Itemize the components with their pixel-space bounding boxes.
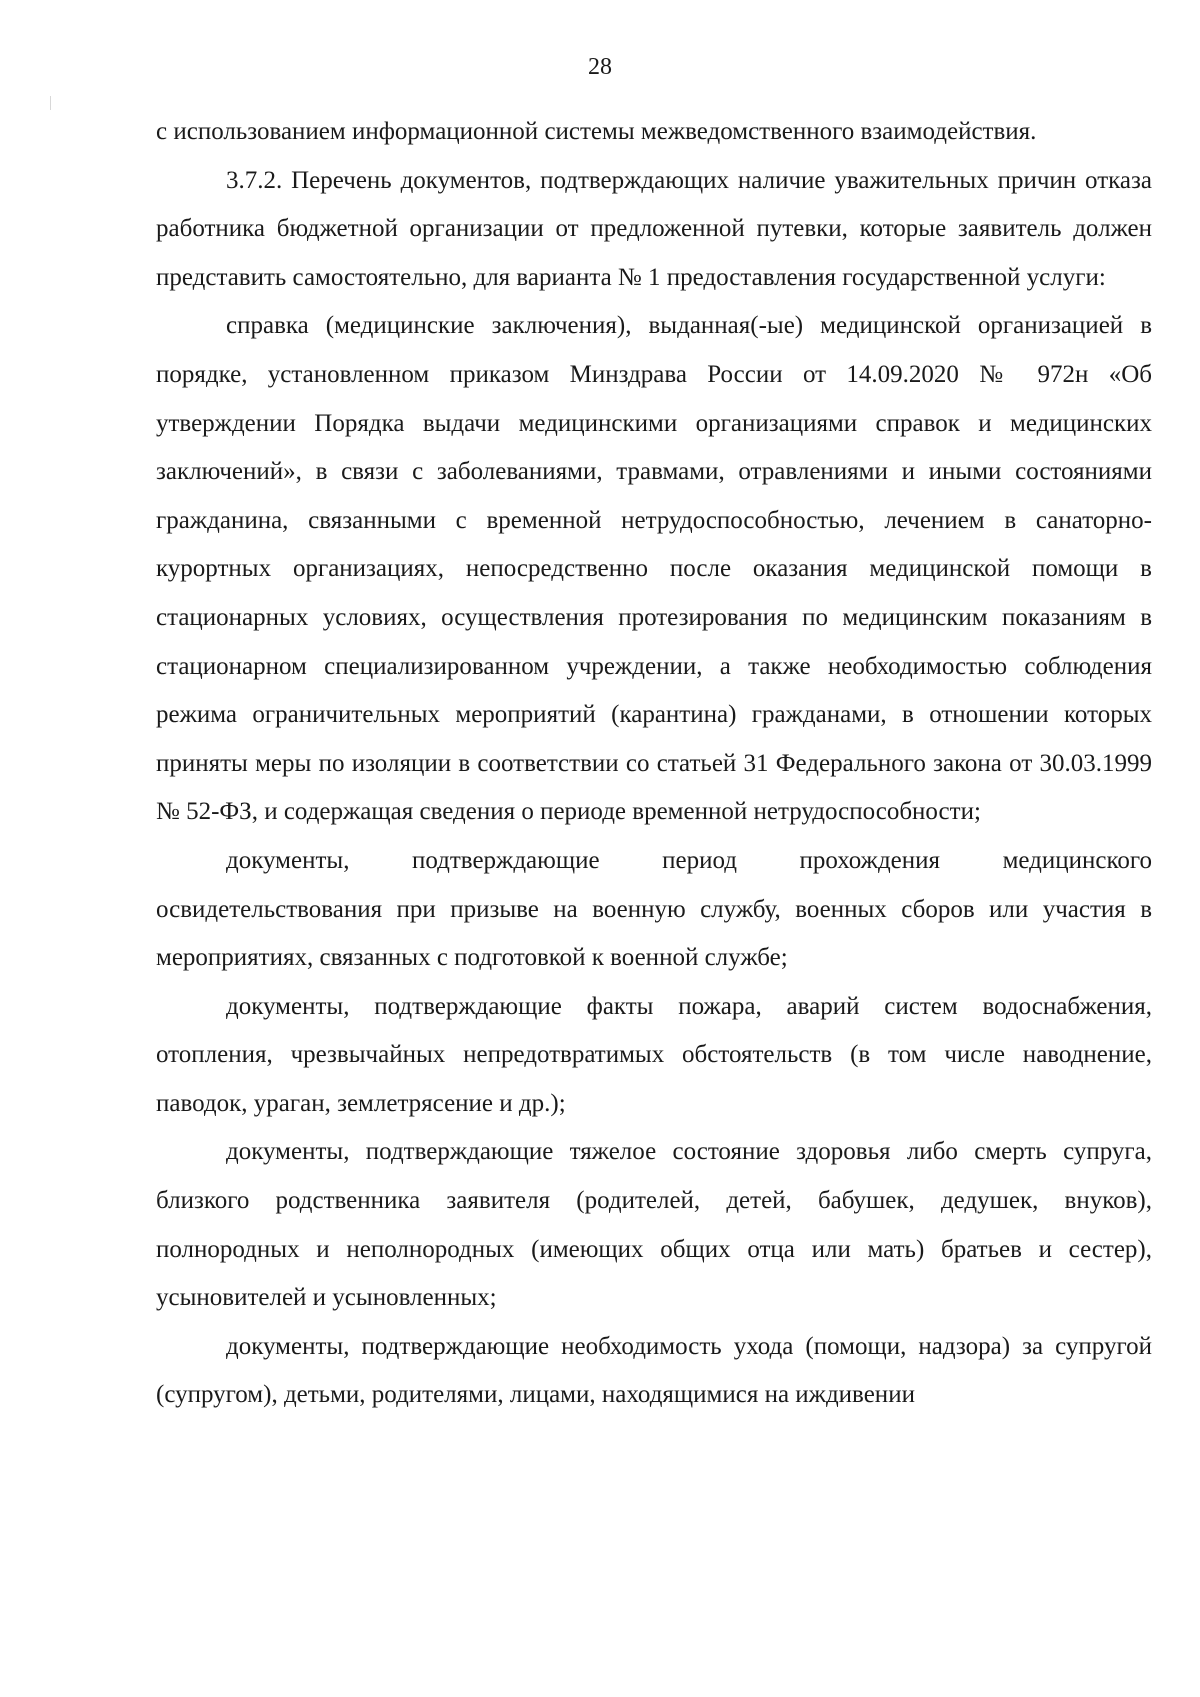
paragraph-care-need: документы, подтверждающие необходимость ухода (помощи, надзора) за супругой (супругом), детьми, родителями, лицами, находящимися на иждивении [156,1332,1152,1409]
paragraph-section-3-7-2: 3.7.2. Перечень документов, подтверждающих наличие уважительных причин отказа работника бюджетной организации от предложенной путевки, которые заявитель должен представить самостоятельно, для варианта № 1 предоставления государственной услуги: [156,166,1152,291]
document-body [156,108,1152,1420]
paragraph-medical-certificate: справка (медицинские заключения), выданная(-ые) медицинской организацией в порядке, установленном приказом Минздрава России от 14.09.2020 № 972н «Об утверждении Порядка выдачи медицинскими организациями справок и медицинских заключений», в связи с заболеваниями, травмами, отравлениями и иными состояниями гражданина, связанными с временной нетрудоспособностью, лечением в санаторно-курортных организациях, непосредственно после оказания медицинской помощи в стационарных условиях, осуществления протезирования по медицинским показаниям в стационарном специализированном учреждении, а также необходимостью соблюдения режима ограничительных мероприятий (карантина) гражданами, в отношении которых приняты меры по изоляции в соответствии со статьей 31 Федерального закона от 30.03.1999 № 52-ФЗ, и содержащая сведения о периоде временной нетрудоспособности; [156,312,1152,826]
page-number: 28 [588,54,612,80]
scan-artifact [50,96,51,110]
paragraph-relative-health: документы, подтверждающие тяжелое состояние здоровья либо смерть супруга, близкого родственника заявителя (родителей, детей, бабушек, дедушек, внуков), полнородных и неполнородных (имеющих общих отца или мать) братьев и сестер), усыновителей и усыновленных; [156,1138,1152,1312]
paragraph-military-service: документы, подтверждающие период прохождения медицинского освидетельствования при призыве на военную службу, военных сборов или участия в мероприятиях, связанных с подготовкой к военной службе; [156,846,1152,972]
paragraph-continuation: с использованием информационной системы межведомственного взаимодействия. [156,118,1037,145]
paragraph-emergency-circumstances: документы, подтверждающие факты пожара, аварий систем водоснабжения, отопления, чрезвычайных непредотвратимых обстоятельств (в том числе наводнение, паводок, ураган, землетрясение и др.); [156,992,1152,1117]
